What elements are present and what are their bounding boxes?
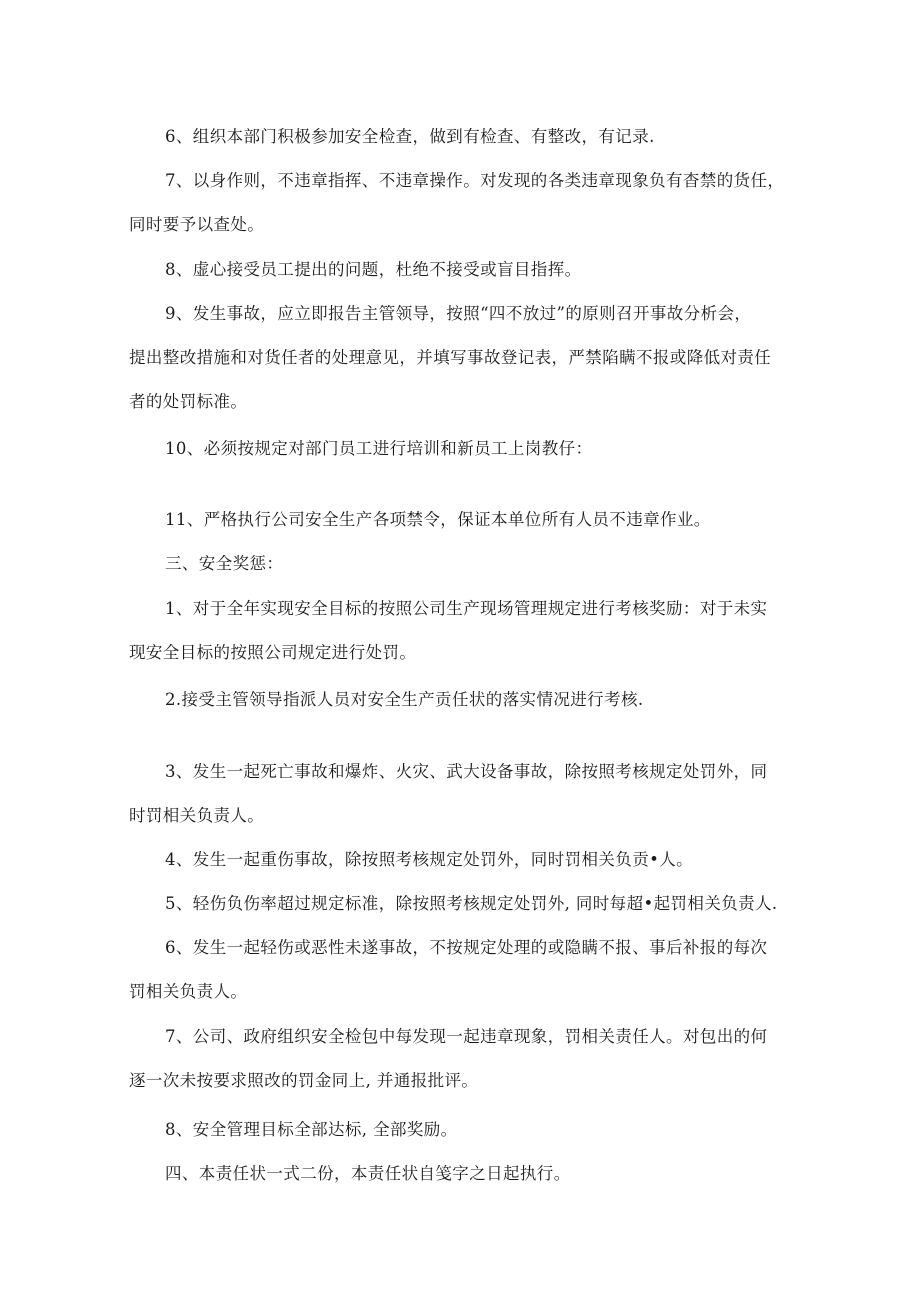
paragraph-9-accident-report [129, 292, 785, 424]
paragraph-11-prohibitions [165, 498, 785, 542]
paragraph-line: 逐一次未按要求照改的罚金同上, 并通报批评。 [129, 1071, 479, 1090]
paragraph-r4-serious-injury [165, 838, 785, 882]
section-four-effective [165, 1152, 785, 1196]
paragraph-line: 同时要予以查处。 [129, 215, 265, 234]
paragraph-line: 10、必须按规定对部门员工进行培训和新员工上岗教仔： [165, 439, 593, 458]
section-heading-rewards-penalties [165, 542, 785, 586]
paragraph-8-accept-feedback [165, 248, 785, 292]
paragraph-r3-fatal-accident [129, 750, 785, 838]
paragraph-line: 8、虚心接受员工提出的问题，杜绝不接受或盲目指挥。 [165, 260, 582, 279]
paragraph-line: 提出整改措施和对货任者的处理意见，并填写事故登记表，严禁陷瞒不报或降低对责任 [129, 348, 772, 367]
paragraph-line: 4、发生一起重伤事故，除按照考核规定处罚外，同时罚相关负贡•人。 [165, 850, 694, 869]
paragraph-line: 者的处罚标准。 [129, 392, 248, 411]
paragraph-r5-minor-injury-rate [165, 882, 785, 926]
paragraph-line: 四、本责任状一式二份，本责任状自笺字之日起执行。 [165, 1164, 571, 1183]
paragraph-6-inspection [165, 115, 785, 159]
paragraph-r1-annual-target [129, 587, 785, 675]
paragraph-line: 8、安全管理目标全部达标, 全部奖励。 [165, 1120, 458, 1139]
paragraph-line: 时罚相关负责人。 [129, 806, 265, 825]
paragraph-line: 1、对于全年实现安全目标的按照公司生产现场管理规定进行考核奖励：对于未实 [165, 599, 768, 618]
paragraph-r2-assessment [165, 678, 785, 722]
paragraph-r7-inspection-violation [129, 1015, 785, 1103]
paragraph-line: 7、以身作则，不违章指挥、不违章操作。对发现的各类违章现象负有杳禁的货任， [165, 171, 785, 190]
paragraph-r8-full-target [165, 1108, 785, 1152]
paragraph-line: 现安全目标的按照公司规定进行处罚。 [129, 643, 417, 662]
paragraph-line: 3、发生一起死亡事故和爆炸、火灾、武大设备事故，除按照考核规定处罚外，同 [165, 762, 768, 781]
paragraph-10-training [165, 427, 785, 471]
paragraph-line: 5、轻伤负伤率超过规定标准，除按照考核规定处罚外, 同时每超•起罚相关负责人. [165, 894, 778, 913]
paragraph-line: 7、公司、政府组织安全检包中每发现一起违章现象，罚相关责任人。对包出的何 [165, 1027, 768, 1046]
paragraph-line: 11、严格执行公司安全生产各项禁令，保证本单位所有人员不违章作业。 [165, 510, 711, 529]
paragraph-line: 6、组织本部门积极参加安全检查，做到有检查、有整改，有记录. [165, 127, 655, 146]
paragraph-r6-minor-injury [129, 926, 785, 1014]
section-heading: 三、安全奖惩： [165, 554, 284, 573]
paragraph-line: 2.接受主管领导指派人员对安全生产贡任状的落实情况进行考核. [165, 690, 644, 709]
paragraph-line: 罚相关负责人。 [129, 982, 248, 1001]
paragraph-7-lead-by-example [129, 159, 785, 247]
paragraph-line: 9、发生事故，应立即报告主管领导，按照“四不放过”的原则召开事故分析会， [165, 304, 752, 323]
paragraph-line: 6、发生一起轻伤或恶性未遂事故，不按规定处理的或隐瞒不报、事后补报的每次 [165, 938, 768, 957]
